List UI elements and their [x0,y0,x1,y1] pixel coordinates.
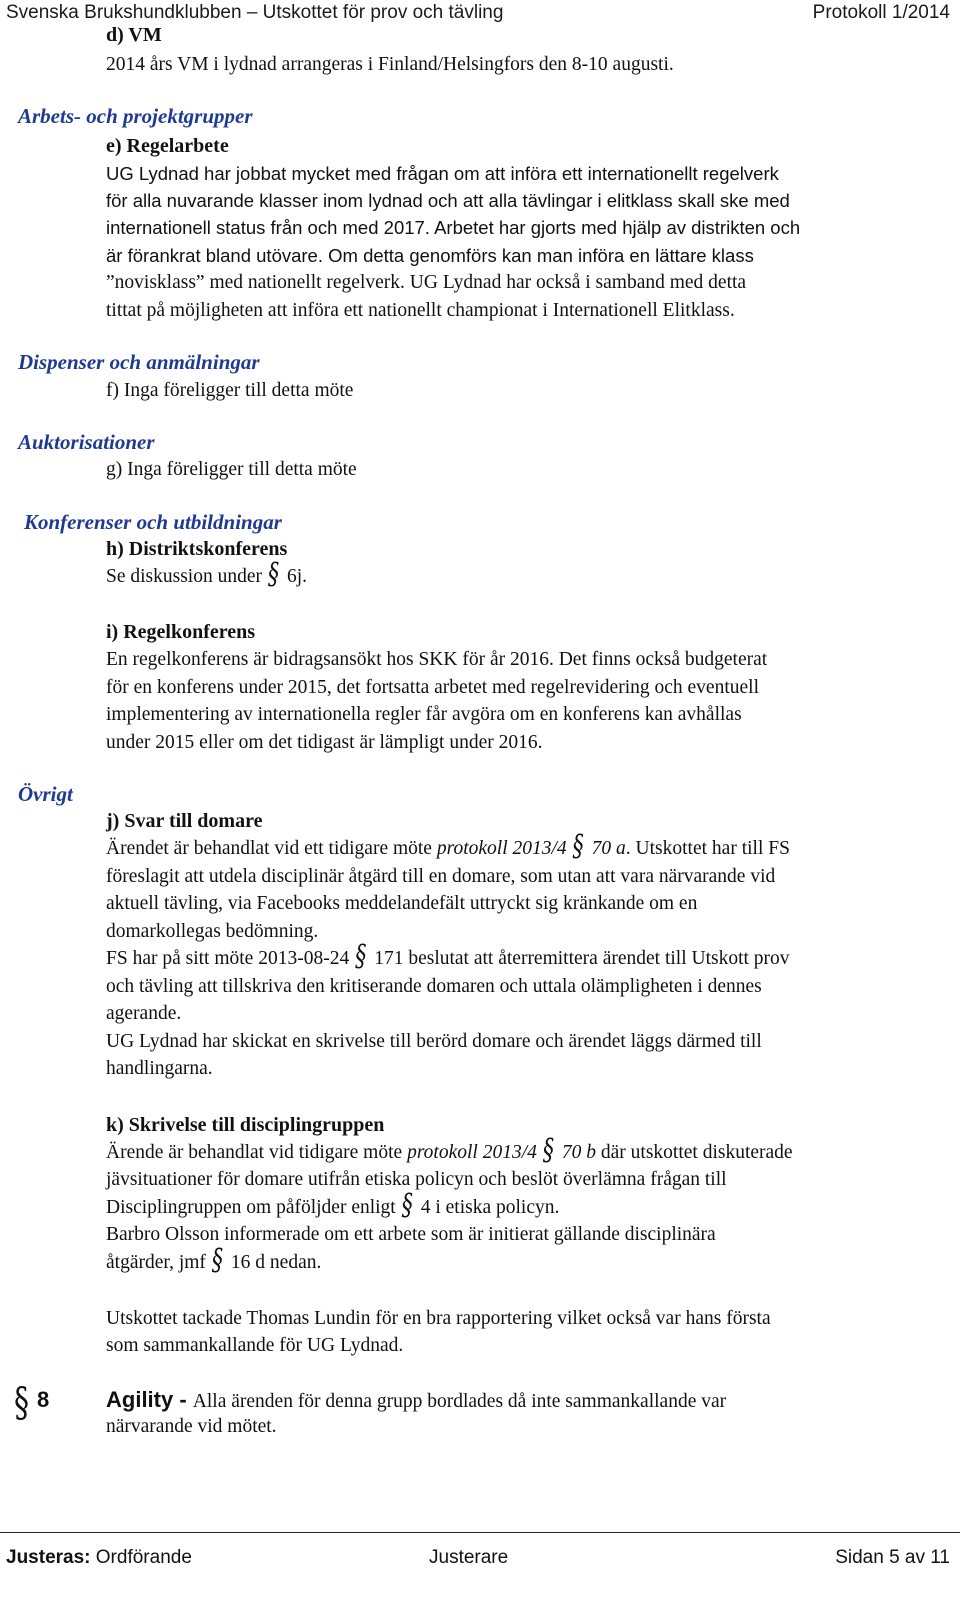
item-k-text-b: 4 i etiska policyn. [420,1197,560,1218]
item-k-heading: k) Skrivelse till disciplingruppen [106,1114,385,1136]
item-j-line: aktuell tävling, via Facebooks meddelandefält uttryckt sig kränkande om en [106,893,698,914]
paragraph-symbol-icon: § [211,1244,223,1279]
item-e-line: ”novisklass” med nationellt regelverk. UG Lydnad har också i samband med detta [106,272,747,293]
item-e-line: för alla nuvarande klasser inom lydnad och att alla tävlingar i elitklass skall ske med [106,190,790,211]
item-k-text-a: Disciplingruppen om påföljder enligt [106,1197,396,1218]
section-auktorisationer: Auktorisationer [18,430,155,454]
item-h-text-b: 6j. [287,566,308,587]
section-8-line [106,1386,726,1414]
header-protocol: Protokoll 1/2014 [812,2,950,23]
protocol-reference-link: protokoll 2013/4 [436,838,567,859]
item-j-line: föreslagit att utdela disciplinär åtgärd till en domare, som utan att vara närvarande vid [106,866,776,887]
section-ovrigt: Övrigt [18,782,73,806]
item-k-line [106,1244,322,1279]
section-arbets-projektgrupper: Arbets- och projektgrupper [18,104,253,128]
item-e-line: UG Lydnad har jobbat mycket med frågan om att införa ett internationellt regelverk [106,163,779,184]
item-f-text: f) Inga föreligger till detta möte [106,380,354,401]
item-k-text-b: 16 d nedan. [230,1252,322,1273]
item-j-line: handlingarna. [106,1058,213,1079]
footer-signature [6,1547,192,1573]
item-k-text-b: där utskottet diskuterade [596,1142,793,1163]
item-k-text-a: åtgärder, jmf [106,1252,206,1273]
page-footer [6,1547,950,1573]
footer-justeras-label: Justeras: [6,1547,91,1568]
item-k-line: som sammankallande för UG Lydnad. [106,1335,404,1356]
item-h-text-a: Se diskussion under [106,566,262,587]
paragraph-symbol-icon: § [542,1134,554,1169]
section-paragraph-icon: § [14,1379,29,1427]
item-i-line: under 2015 eller om det tidigast är lämpligt under 2016. [106,732,543,753]
item-e-line: tittat på möjligheten att införa ett nationellt championat i Internationell Elitklass. [106,300,735,321]
item-d-heading: d) VM [106,24,162,46]
item-j-line [106,940,790,975]
item-e-line: är förankrat bland utövare. Om detta genomförs kan man införa en lättare klass [106,245,754,266]
paragraph-symbol-icon: § [268,558,279,593]
section-8-title: Agility - [106,1387,193,1412]
item-k-line: Barbro Olsson informerade om ett arbete som är initierat gällande disciplinära [106,1224,716,1245]
item-k-line [106,1189,560,1224]
section-8-number: 8 [37,1387,50,1412]
footer-page-number: Sidan 5 av 11 [835,1547,950,1568]
item-i-heading: i) Regelkonferens [106,621,256,643]
paragraph-symbol-icon: § [401,1189,413,1224]
item-h-heading: h) Distriktskonferens [106,538,288,560]
protocol-reference-link: protokoll 2013/4 [407,1142,537,1163]
item-e-heading: e) Regelarbete [106,135,229,157]
section-dispenser-anmalningar: Dispenser och anmälningar [18,350,260,374]
item-i-line: för en konferens under 2015, det fortsatta arbetet med regelrevidering och eventuell [106,677,759,698]
item-i-line: En regelkonferens är bidragsansökt hos SKK för år 2016. Det finns också budgeterat [106,649,768,670]
item-j-ref-number: 70 a [591,838,626,859]
item-j-heading: j) Svar till domare [106,810,263,832]
footer-chair: Ordförande [90,1547,192,1568]
item-j-line: och tävling att tillskriva den kritiserande domaren och uttala olämpligheten i dennes [106,976,762,997]
section-8-text: Alla ärenden för denna grupp bordlades då inte sammankallande var [192,1391,727,1412]
item-j-line: agerande. [106,1003,182,1024]
footer-divider [0,1532,960,1533]
item-k-line: jävsituationer för domare utifrån etiska policyn och beslöt överlämna frågan till [106,1169,727,1190]
item-j-text-a: Ärendet är behandlat vid ett tidigare möte [106,838,437,859]
item-j-line: domarkollegas bedömning. [106,921,319,942]
item-k-line [106,1134,793,1169]
section-konferenser-utbildningar: Konferenser och utbildningar [24,510,282,534]
item-j-text-b: 171 beslutat att återremittera ärendet till Utskott prov [374,948,790,969]
item-k-text-a: Ärende är behandlat vid tidigare möte [106,1142,408,1163]
item-g-text: g) Inga föreligger till detta möte [106,459,357,480]
item-k-ref-number: 70 b [561,1142,597,1163]
item-j-text-b: . Utskottet har till FS [625,838,790,859]
footer-adjuster: Justerare [429,1547,509,1568]
item-h-text [106,558,308,593]
item-d-text: 2014 års VM i lydnad arrangeras i Finland/Helsingfors den 8-10 augusti. [106,54,674,75]
item-i-line: implementering av internationella regler får avgöra om en konferens kan avhållas [106,704,742,725]
paragraph-symbol-icon: § [355,940,367,975]
item-k-line: Utskottet tackade Thomas Lundin för en bra rapportering vilket också var hans första [106,1308,771,1329]
paragraph-symbol-icon: § [572,830,584,865]
item-e-line: internationell status från och med 2017. Arbetet har gjorts med hjälp av distrikten och [106,217,801,238]
header-title: Svenska Brukshundklubben – Utskottet för prov och tävling [6,2,504,23]
item-j-line [106,830,790,865]
item-j-text-a: FS har på sitt möte 2013-08-24 [106,948,350,969]
section-8-line: närvarande vid mötet. [106,1416,277,1437]
item-j-line: UG Lydnad har skickat en skrivelse till berörd domare och ärendet läggs därmed till [106,1031,762,1052]
